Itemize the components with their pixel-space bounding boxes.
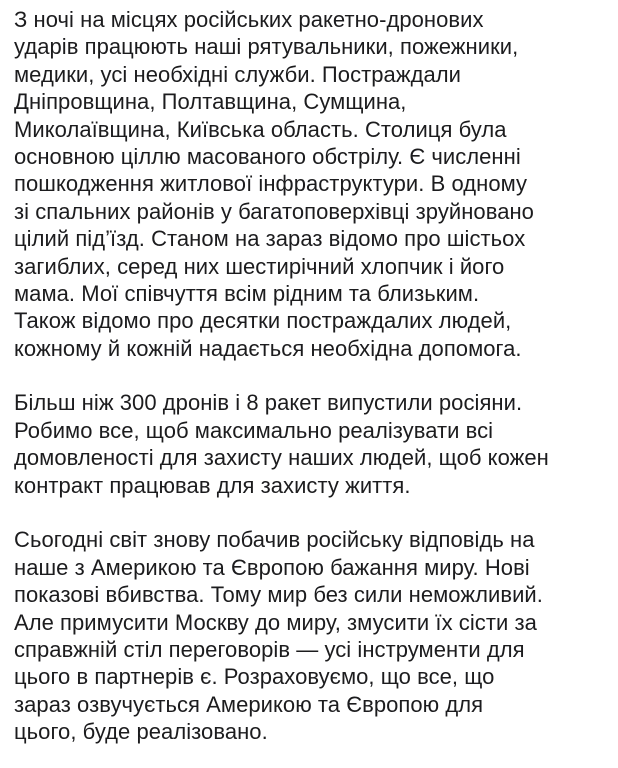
post-text-line: цілий під’їзд. Станом на зараз відомо про шістьох (14, 226, 526, 252)
post-text-line: цього в партнерів є. Розраховуємо, що все, що (14, 664, 495, 690)
post-text-line: справжній стіл переговорів — усі інструменти для (14, 636, 525, 662)
post-text-line: ударів працюють наші рятувальники, пожежники, (14, 34, 519, 60)
post-text-line: Сьогодні світ знову побачив російську відповідь на (14, 527, 535, 553)
post-text-line: пошкодження житлової інфраструктури. В одному (14, 171, 528, 197)
post-text-line: загиблих, серед них шестирічний хлопчик і його (14, 253, 505, 279)
post-text-line: Але примусити Москву до миру, змусити їх сісти за (14, 609, 537, 635)
post-text-line: медики, усі необхідні служби. Постраждали (14, 61, 461, 87)
post-text-line: З ночі на місцях російських ракетно-дронових (14, 7, 484, 32)
post-text-line: зараз озвучується Америкою та Європою для (14, 691, 484, 717)
post-text-line: цього, буде реалізовано. (14, 719, 268, 745)
post-text-line: контракт працював для захисту життя. (14, 472, 411, 498)
post-text-line: Дніпровщина, Полтавщина, Сумщина, (14, 89, 407, 115)
post-text-line: домовленості для захисту наших людей, щоб кожен (14, 445, 549, 471)
post-text-line: основною ціллю масованого обстрілу. Є численні (14, 143, 521, 169)
post-paragraph-1 (14, 0, 608, 362)
paragraph-spacer (14, 362, 608, 389)
post-text-line: мама. Мої співчуття всім рідним та близьким. (14, 280, 480, 306)
post-text-line: Робимо все, щоб максимально реалізувати всі (14, 417, 494, 443)
post-text-line: Більш ніж 300 дронів і 8 ракет випустили росіяни. (14, 390, 523, 416)
post-text-line: показові вбивства. Тому мир без сили неможливий. (14, 582, 543, 608)
post-text-line: зі спальних районів у багатоповерхівці зруйновано (14, 198, 534, 224)
post-text-line: наше з Америкою та Європою бажання миру. Нові (14, 554, 530, 580)
post-text-line: кожному й кожній надається необхідна допомога. (14, 335, 522, 361)
post-text-line: Також відомо про десятки постраждалих людей, (14, 308, 512, 334)
post-paragraph-2 (14, 389, 608, 499)
post-paragraph-3 (14, 526, 608, 745)
post-text-line: Миколаївщина, Київська область. Столиця була (14, 116, 507, 142)
paragraph-spacer (14, 499, 608, 526)
